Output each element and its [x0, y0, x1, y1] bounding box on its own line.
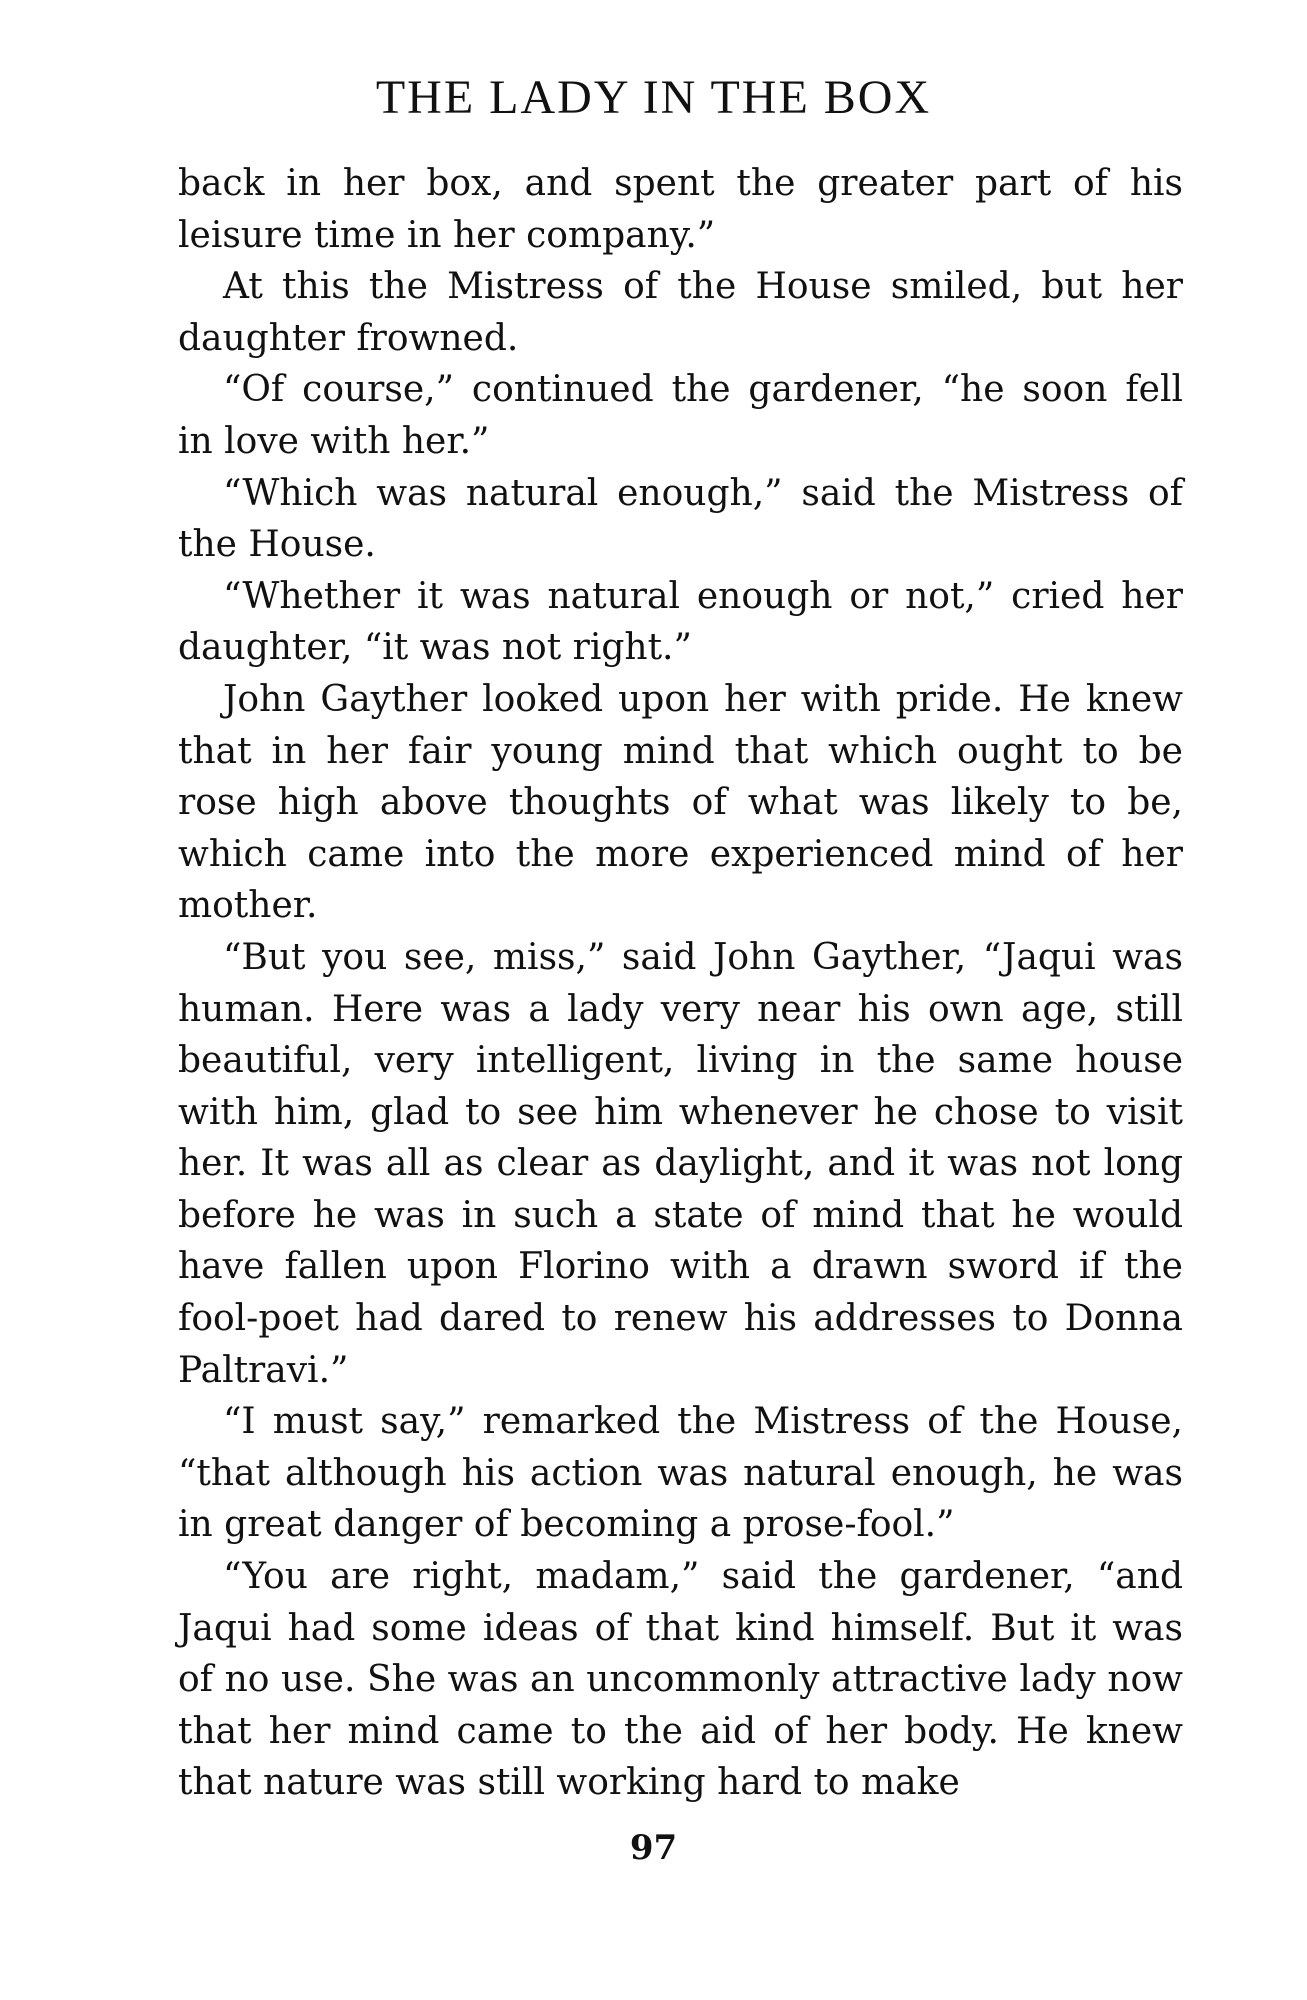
paragraph: John Gayther looked upon her with pride. He knew that in her fair young mind that which ought to be rose high above thoughts of what was likely to be, which came into the more experienced mind of her mother. — [178, 678, 1183, 927]
paragraph: “Whether it was natural enough or not,” cried her daughter, “it was not right.” — [178, 575, 1183, 669]
paragraph: At this the Mistress of the House smiled, but her daughter frowned. — [178, 266, 1183, 359]
paragraph: “You are right, madam,” said the gardener, “and Jaqui had some ideas of that kind himself. But it was of no use. She was an uncommonly attractive lady now that her mind came to the aid of her body. He knew that nature was still working hard to make — [178, 1556, 1183, 1804]
paragraph-continued: back in her box, and spent the greater part of his leisure time in her company.” — [178, 163, 1183, 256]
paragraph: “But you see, miss,” said John Gayther, “Jaqui was human. Here was a lady very near his own age, still beautiful, very intelligent, living in the same house with him, glad to see him whenever he chose to visit her. It was all as clear as daylight, and it was not long before he was in such a state of mind that he would have fallen upon Florino with a drawn sword if the fool-poet had dared to renew his addresses to Donna Paltravi.” — [178, 936, 1183, 1391]
body-text — [178, 158, 1183, 1809]
paragraph: “Of course,” continued the gardener, “he soon fell in love with her.” — [178, 369, 1183, 462]
running-title: THE LADY IN THE BOX — [375, 71, 932, 124]
paragraph: “I must say,” remarked the Mistress of the House, “that although his action was natural enough, he was in great danger of becoming a prose-fool.” — [178, 1401, 1183, 1546]
page-number: 97 — [629, 1828, 678, 1868]
paragraph: “Which was natural enough,” said the Mistress of the House. — [178, 472, 1183, 566]
